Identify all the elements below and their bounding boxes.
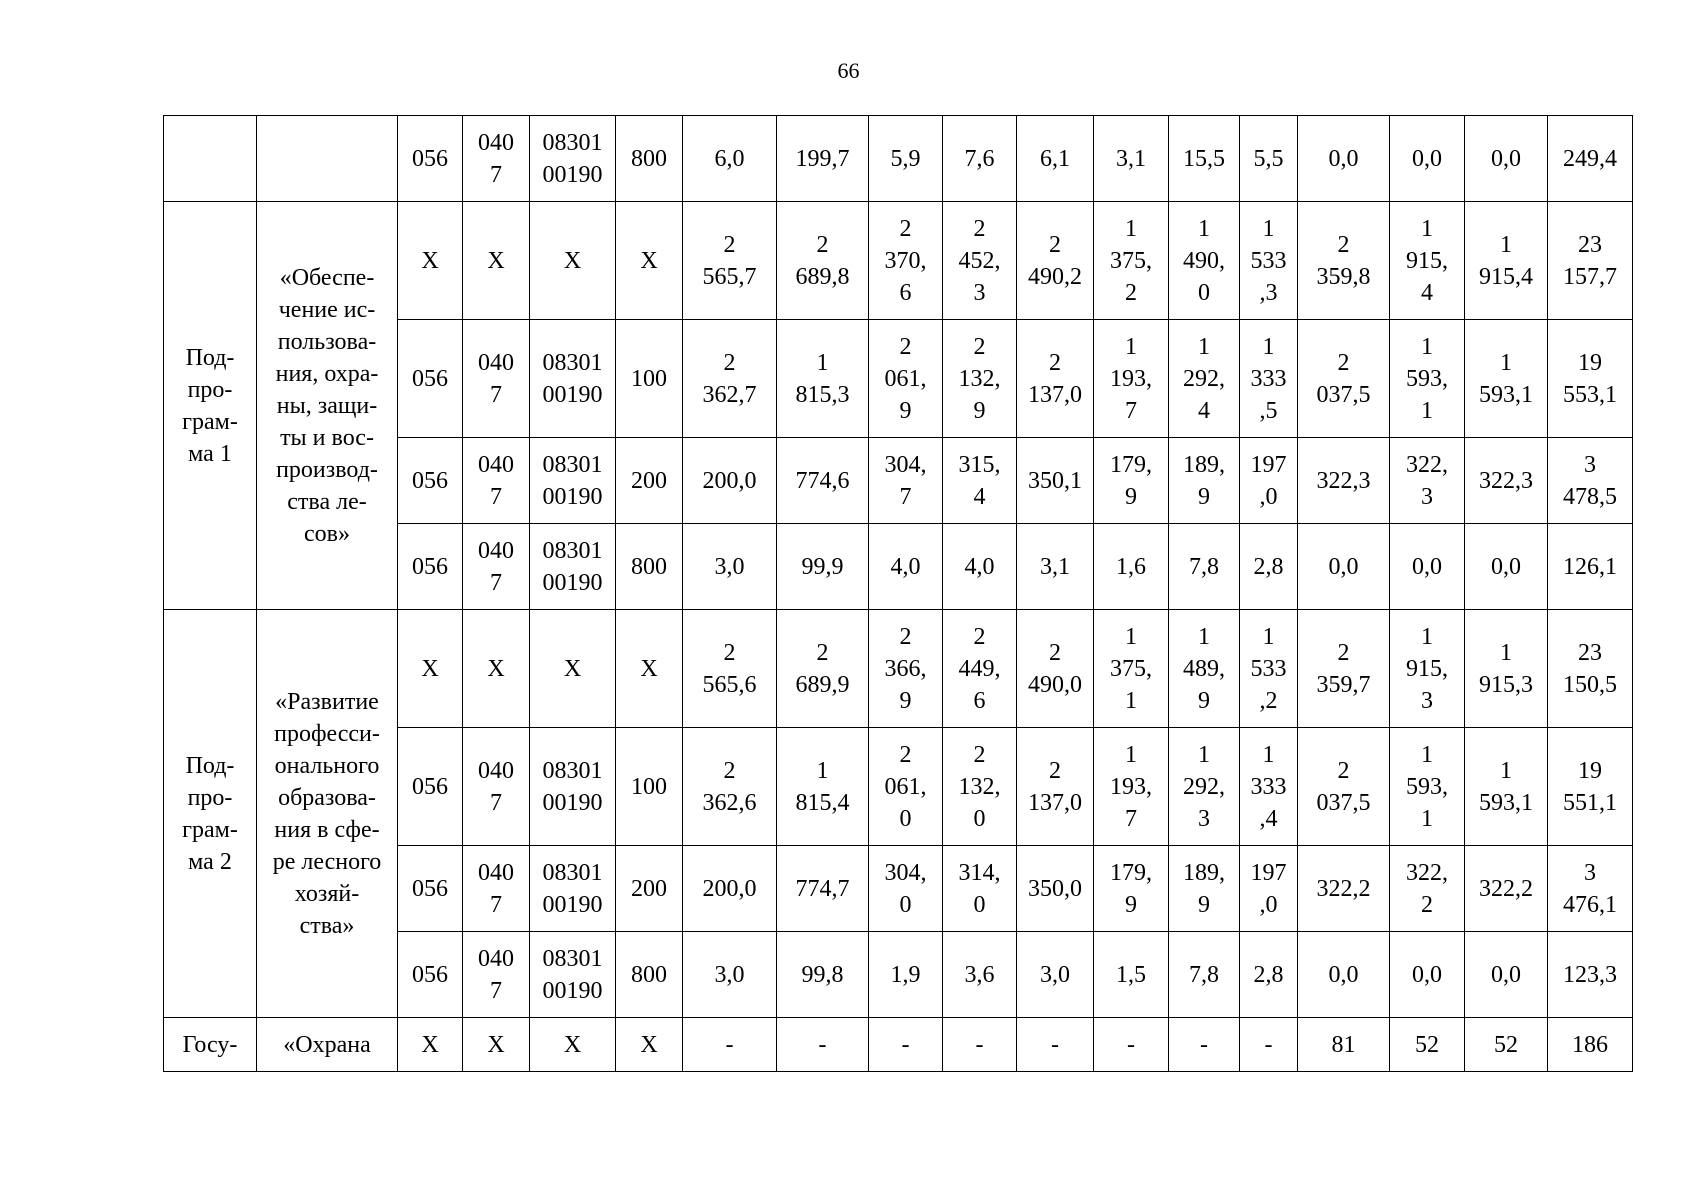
table-cell: 0,0	[1465, 524, 1548, 610]
table-cell: 0,0	[1465, 116, 1548, 202]
table-cell: 040 7	[463, 524, 530, 610]
table-cell: 1 333 ,5	[1240, 320, 1298, 438]
program-title-cell: «Обеспе- чение ис- пользова- ния, охра- ны, защи- ты и вос- производ- ства ле- сов»	[257, 202, 398, 610]
table-cell: 350,1	[1017, 438, 1094, 524]
table-cell: 2 565,7	[683, 202, 777, 320]
table-cell: 99,8	[777, 932, 869, 1018]
program-name-cell: Под- про- грам- ма 2	[164, 610, 257, 1018]
table-cell: 1 915,4	[1465, 202, 1548, 320]
table-cell: 2 359,7	[1298, 610, 1390, 728]
table-cell: 774,6	[777, 438, 869, 524]
table-cell: 2 137,0	[1017, 320, 1094, 438]
table-cell: 322, 3	[1390, 438, 1465, 524]
table-cell: 3 476,1	[1548, 846, 1633, 932]
table-cell: 1 490, 0	[1169, 202, 1240, 320]
table-cell: 322, 2	[1390, 846, 1465, 932]
table-cell: 800	[616, 524, 683, 610]
table-cell: 2 037,5	[1298, 728, 1390, 846]
table-cell: 2 370, 6	[869, 202, 943, 320]
table-cell: 800	[616, 116, 683, 202]
table-cell: 1 193, 7	[1094, 320, 1169, 438]
table-cell: 3 478,5	[1548, 438, 1633, 524]
table-cell: 189, 9	[1169, 438, 1240, 524]
table-cell: 2,8	[1240, 524, 1298, 610]
table-cell: 2 137,0	[1017, 728, 1094, 846]
table-cell: 0,0	[1465, 932, 1548, 1018]
table-cell: 1 292, 3	[1169, 728, 1240, 846]
table-row	[164, 202, 1633, 320]
table-cell: 2 490,2	[1017, 202, 1094, 320]
table-cell: 1 292, 4	[1169, 320, 1240, 438]
program-title-cell	[257, 116, 398, 202]
table-cell: 08301 00190	[530, 728, 616, 846]
table-cell: 100	[616, 320, 683, 438]
table-cell: 304, 0	[869, 846, 943, 932]
table-cell: 1,6	[1094, 524, 1169, 610]
table-cell: 200	[616, 438, 683, 524]
table-cell: 1,9	[869, 932, 943, 1018]
table-cell: 5,5	[1240, 116, 1298, 202]
table-cell: 2 449, 6	[943, 610, 1017, 728]
table-cell: 2 452, 3	[943, 202, 1017, 320]
table-cell: 0,0	[1298, 932, 1390, 1018]
table-cell: -	[1169, 1018, 1240, 1072]
table-cell: 3,0	[683, 524, 777, 610]
page-number: 66	[837, 58, 860, 83]
table-cell: 056	[398, 116, 463, 202]
table-cell: 200,0	[683, 438, 777, 524]
table-cell: -	[1240, 1018, 1298, 1072]
table-cell: 774,7	[777, 846, 869, 932]
table-cell: -	[777, 1018, 869, 1072]
table-cell: 3,6	[943, 932, 1017, 1018]
table-cell: 315, 4	[943, 438, 1017, 524]
table-cell: 0,0	[1390, 524, 1465, 610]
table-cell: Х	[463, 1018, 530, 1072]
table-cell: 2 366, 9	[869, 610, 943, 728]
table-cell: 19 553,1	[1548, 320, 1633, 438]
table-cell: 189, 9	[1169, 846, 1240, 932]
table-cell: 52	[1390, 1018, 1465, 1072]
table-cell: 1 533 ,3	[1240, 202, 1298, 320]
table-cell: -	[683, 1018, 777, 1072]
table-cell: 040 7	[463, 116, 530, 202]
table-cell: 1,5	[1094, 932, 1169, 1018]
table-cell: 81	[1298, 1018, 1390, 1072]
table-cell: Х	[463, 610, 530, 728]
table-cell: 056	[398, 846, 463, 932]
table-cell: 2 132, 9	[943, 320, 1017, 438]
table-cell: 056	[398, 728, 463, 846]
table-cell: 2 132, 0	[943, 728, 1017, 846]
table-cell: Х	[616, 1018, 683, 1072]
table-cell: 7,6	[943, 116, 1017, 202]
table-cell: 1 375, 1	[1094, 610, 1169, 728]
table-cell: 197 ,0	[1240, 438, 1298, 524]
program-name-cell	[164, 116, 257, 202]
table-cell: 249,4	[1548, 116, 1633, 202]
table-cell: 186	[1548, 1018, 1633, 1072]
table-cell: 99,9	[777, 524, 869, 610]
table-cell: 322,2	[1465, 846, 1548, 932]
table-row	[164, 1018, 1633, 1072]
table-cell: 3,1	[1094, 116, 1169, 202]
table-cell: 1 815,4	[777, 728, 869, 846]
table-cell: 0,0	[1390, 932, 1465, 1018]
table-cell: 1 915, 3	[1390, 610, 1465, 728]
table-cell: 040 7	[463, 728, 530, 846]
table-cell: -	[1094, 1018, 1169, 1072]
table-cell: -	[869, 1018, 943, 1072]
table-cell: 2 037,5	[1298, 320, 1390, 438]
table-cell: 2 565,6	[683, 610, 777, 728]
table-cell: 1 333 ,4	[1240, 728, 1298, 846]
table-cell: Х	[616, 610, 683, 728]
table-cell: 2 362,7	[683, 320, 777, 438]
table-cell: 179, 9	[1094, 846, 1169, 932]
table-cell: 200	[616, 846, 683, 932]
table-cell: 350,0	[1017, 846, 1094, 932]
table-cell: 1 815,3	[777, 320, 869, 438]
table-cell: 2 362,6	[683, 728, 777, 846]
table-cell: 15,5	[1169, 116, 1240, 202]
table-cell: 040 7	[463, 846, 530, 932]
table-cell: 199,7	[777, 116, 869, 202]
table-cell: 23 150,5	[1548, 610, 1633, 728]
table-cell: 3,0	[683, 932, 777, 1018]
table-cell: 7,8	[1169, 524, 1240, 610]
table-cell: Х	[530, 1018, 616, 1072]
table-cell: 304, 7	[869, 438, 943, 524]
table-cell: 322,2	[1298, 846, 1390, 932]
table-cell: 4,0	[869, 524, 943, 610]
budget-table	[163, 115, 1633, 1072]
table-cell: 123,3	[1548, 932, 1633, 1018]
table-cell: 126,1	[1548, 524, 1633, 610]
program-title-cell: «Развитие професси- онального образова- ния в сфе- ре лесного хозяй- ства»	[257, 610, 398, 1018]
table-cell: 08301 00190	[530, 438, 616, 524]
table-cell: 3,1	[1017, 524, 1094, 610]
table-cell: 100	[616, 728, 683, 846]
table-cell: 6,1	[1017, 116, 1094, 202]
table-cell: 1 593, 1	[1390, 320, 1465, 438]
table-cell: 800	[616, 932, 683, 1018]
table-cell: 08301 00190	[530, 932, 616, 1018]
table-cell: 2 359,8	[1298, 202, 1390, 320]
table-cell: 5,9	[869, 116, 943, 202]
table-cell: Х	[530, 610, 616, 728]
table-cell: 08301 00190	[530, 846, 616, 932]
table-cell: 1 915, 4	[1390, 202, 1465, 320]
table-cell: Х	[530, 202, 616, 320]
table-cell: 0,0	[1390, 116, 1465, 202]
table-cell: 056	[398, 438, 463, 524]
table-cell: 7,8	[1169, 932, 1240, 1018]
table-cell: 0,0	[1298, 116, 1390, 202]
table-cell: 314, 0	[943, 846, 1017, 932]
table-cell: 3,0	[1017, 932, 1094, 1018]
table-cell: 056	[398, 524, 463, 610]
table-cell: 23 157,7	[1548, 202, 1633, 320]
table-cell: 2 689,8	[777, 202, 869, 320]
table-cell: 1 915,3	[1465, 610, 1548, 728]
table-cell: 1 375, 2	[1094, 202, 1169, 320]
table-cell: 08301 00190	[530, 524, 616, 610]
table-cell: 056	[398, 320, 463, 438]
table-cell: 2 490,0	[1017, 610, 1094, 728]
table-cell: 040 7	[463, 438, 530, 524]
program-title-cell: «Охрана	[257, 1018, 398, 1072]
table-cell: 040 7	[463, 320, 530, 438]
table-cell: Х	[616, 202, 683, 320]
table-cell: 4,0	[943, 524, 1017, 610]
table-cell: Х	[463, 202, 530, 320]
table-row	[164, 116, 1633, 202]
table-cell: 2 061, 9	[869, 320, 943, 438]
table-cell: 1 593,1	[1465, 728, 1548, 846]
table-cell: 1 533 ,2	[1240, 610, 1298, 728]
table-cell: 197 ,0	[1240, 846, 1298, 932]
table-cell: 056	[398, 932, 463, 1018]
table-cell: 19 551,1	[1548, 728, 1633, 846]
table-cell: 1 489, 9	[1169, 610, 1240, 728]
table-cell: 1 593,1	[1465, 320, 1548, 438]
table-row	[164, 610, 1633, 728]
table-cell: 179, 9	[1094, 438, 1169, 524]
table-cell: 322,3	[1465, 438, 1548, 524]
table-cell: 08301 00190	[530, 116, 616, 202]
table-cell: 200,0	[683, 846, 777, 932]
program-name-cell: Под- про- грам- ма 1	[164, 202, 257, 610]
table-cell: -	[943, 1018, 1017, 1072]
table-cell: 2 689,9	[777, 610, 869, 728]
table-cell: Х	[398, 202, 463, 320]
table-cell: 08301 00190	[530, 320, 616, 438]
table-cell: Х	[398, 1018, 463, 1072]
table-cell: -	[1017, 1018, 1094, 1072]
table-cell: 040 7	[463, 932, 530, 1018]
table-cell: 1 593, 1	[1390, 728, 1465, 846]
program-name-cell: Госу-	[164, 1018, 257, 1072]
table-cell: 1 193, 7	[1094, 728, 1169, 846]
table-cell: Х	[398, 610, 463, 728]
table-cell: 52	[1465, 1018, 1548, 1072]
table-cell: 2 061, 0	[869, 728, 943, 846]
table-cell: 0,0	[1298, 524, 1390, 610]
table-cell: 322,3	[1298, 438, 1390, 524]
table-cell: 2,8	[1240, 932, 1298, 1018]
table-cell: 6,0	[683, 116, 777, 202]
